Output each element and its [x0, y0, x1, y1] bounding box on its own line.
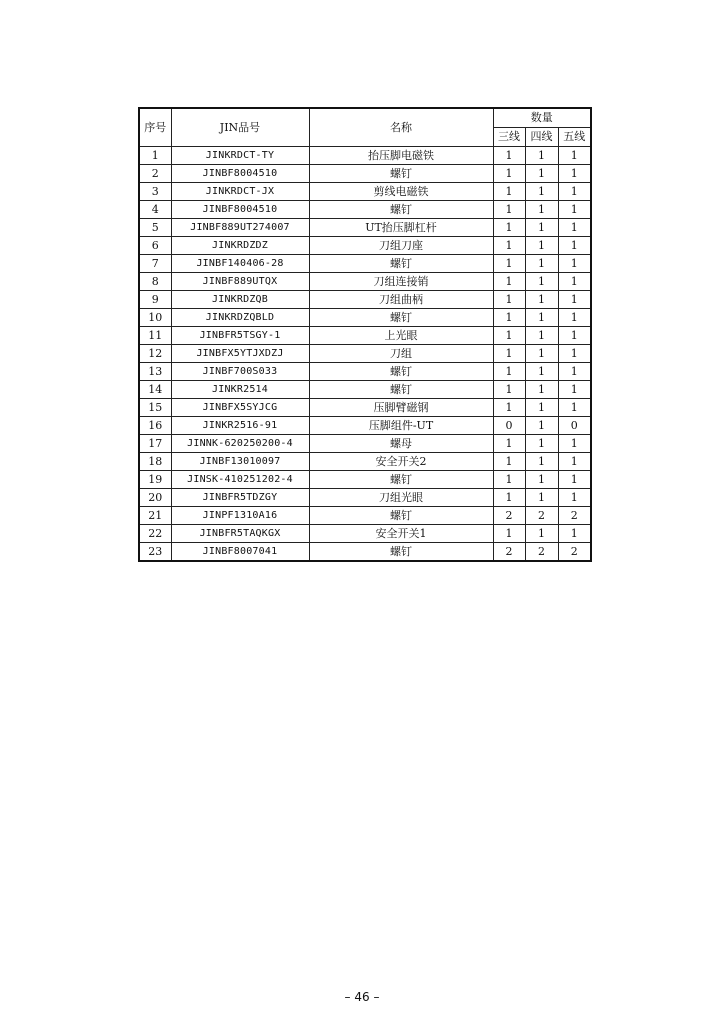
cell-line3: 1 — [493, 453, 525, 471]
cell-jin-code: JINBF889UT274007 — [171, 219, 309, 237]
cell-jin-code: JINPF1310A16 — [171, 507, 309, 525]
cell-seq: 7 — [139, 255, 171, 273]
cell-line4: 1 — [525, 183, 558, 201]
table-row — [139, 273, 591, 291]
cell-seq: 20 — [139, 489, 171, 507]
cell-seq: 17 — [139, 435, 171, 453]
cell-jin-code: JINSK-410251202-4 — [171, 471, 309, 489]
cell-line4: 1 — [525, 471, 558, 489]
cell-seq: 18 — [139, 453, 171, 471]
header-line5: 五线 — [558, 128, 591, 147]
cell-seq: 2 — [139, 165, 171, 183]
cell-line4: 1 — [525, 219, 558, 237]
cell-name: 压脚组件-UT — [309, 417, 493, 435]
cell-line3: 1 — [493, 273, 525, 291]
cell-name: 螺钉 — [309, 381, 493, 399]
cell-jin-code: JINBF700S033 — [171, 363, 309, 381]
table-row — [139, 471, 591, 489]
cell-seq: 19 — [139, 471, 171, 489]
cell-line5: 1 — [558, 489, 591, 507]
table-row — [139, 147, 591, 165]
table-row — [139, 327, 591, 345]
cell-line4: 1 — [525, 435, 558, 453]
cell-jin-code: JINNK-620250200-4 — [171, 435, 309, 453]
cell-line5: 1 — [558, 363, 591, 381]
cell-line4: 1 — [525, 327, 558, 345]
cell-line3: 1 — [493, 309, 525, 327]
cell-jin-code: JINBF889UTQX — [171, 273, 309, 291]
cell-seq: 14 — [139, 381, 171, 399]
cell-seq: 4 — [139, 201, 171, 219]
cell-line4: 1 — [525, 345, 558, 363]
cell-name: 安全开关1 — [309, 525, 493, 543]
cell-line5: 1 — [558, 183, 591, 201]
cell-jin-code: JINBFR5TDZGY — [171, 489, 309, 507]
cell-line5: 1 — [558, 471, 591, 489]
cell-seq: 3 — [139, 183, 171, 201]
table-row — [139, 417, 591, 435]
cell-name: 安全开关2 — [309, 453, 493, 471]
cell-line3: 1 — [493, 435, 525, 453]
cell-line3: 1 — [493, 147, 525, 165]
cell-line5: 1 — [558, 291, 591, 309]
cell-line4: 1 — [525, 525, 558, 543]
cell-line3: 1 — [493, 399, 525, 417]
cell-seq: 13 — [139, 363, 171, 381]
cell-line3: 1 — [493, 525, 525, 543]
cell-line5: 1 — [558, 165, 591, 183]
cell-seq: 16 — [139, 417, 171, 435]
cell-line4: 1 — [525, 291, 558, 309]
cell-jin-code: JINKRDCT-JX — [171, 183, 309, 201]
cell-line5: 1 — [558, 237, 591, 255]
table-row — [139, 309, 591, 327]
cell-name: 螺钉 — [309, 471, 493, 489]
table-row — [139, 453, 591, 471]
cell-seq: 11 — [139, 327, 171, 345]
cell-name: 剪线电磁铁 — [309, 183, 493, 201]
cell-seq: 10 — [139, 309, 171, 327]
table-row — [139, 255, 591, 273]
cell-name: 抬压脚电磁铁 — [309, 147, 493, 165]
cell-seq: 15 — [139, 399, 171, 417]
table-row — [139, 291, 591, 309]
cell-line4: 2 — [525, 507, 558, 525]
cell-jin-code: JINKRDZDZ — [171, 237, 309, 255]
cell-seq: 5 — [139, 219, 171, 237]
cell-name: 刀组曲柄 — [309, 291, 493, 309]
cell-line3: 2 — [493, 543, 525, 562]
header-row-top — [139, 108, 591, 128]
cell-jin-code: JINBF8007041 — [171, 543, 309, 562]
cell-line3: 1 — [493, 255, 525, 273]
table-body — [139, 147, 591, 562]
cell-jin-code: JINBFX5SYJCG — [171, 399, 309, 417]
cell-line3: 1 — [493, 363, 525, 381]
cell-line5: 2 — [558, 543, 591, 562]
cell-line4: 1 — [525, 363, 558, 381]
table-row — [139, 201, 591, 219]
cell-jin-code: JINBF8004510 — [171, 165, 309, 183]
cell-line5: 1 — [558, 273, 591, 291]
cell-line4: 1 — [525, 489, 558, 507]
cell-jin-code: JINKRDCT-TY — [171, 147, 309, 165]
cell-line3: 1 — [493, 165, 525, 183]
table-row — [139, 435, 591, 453]
cell-line4: 1 — [525, 309, 558, 327]
cell-line5: 1 — [558, 453, 591, 471]
table-row — [139, 489, 591, 507]
cell-jin-code: JINKRDZQBLD — [171, 309, 309, 327]
cell-line4: 1 — [525, 399, 558, 417]
cell-line4: 1 — [525, 237, 558, 255]
header-quantity: 数量 — [493, 108, 591, 128]
cell-name: 螺钉 — [309, 309, 493, 327]
cell-jin-code: JINKRDZQB — [171, 291, 309, 309]
cell-name: 螺钉 — [309, 255, 493, 273]
parts-table — [138, 107, 592, 562]
header-seq: 序号 — [139, 108, 171, 147]
cell-jin-code: JINKR2516-91 — [171, 417, 309, 435]
table-row — [139, 507, 591, 525]
cell-line5: 1 — [558, 219, 591, 237]
cell-line5: 1 — [558, 435, 591, 453]
cell-line4: 1 — [525, 381, 558, 399]
cell-seq: 1 — [139, 147, 171, 165]
cell-line5: 1 — [558, 201, 591, 219]
cell-line4: 1 — [525, 453, 558, 471]
table-row — [139, 543, 591, 562]
cell-line5: 1 — [558, 327, 591, 345]
cell-seq: 23 — [139, 543, 171, 562]
cell-name: 刀组光眼 — [309, 489, 493, 507]
cell-line4: 1 — [525, 147, 558, 165]
header-jin-code: JIN品号 — [171, 108, 309, 147]
table-row — [139, 219, 591, 237]
cell-name: 压脚臂磁钢 — [309, 399, 493, 417]
cell-seq: 21 — [139, 507, 171, 525]
cell-name: 上光眼 — [309, 327, 493, 345]
cell-line5: 1 — [558, 381, 591, 399]
cell-line3: 1 — [493, 237, 525, 255]
cell-seq: 22 — [139, 525, 171, 543]
cell-line3: 1 — [493, 327, 525, 345]
header-name: 名称 — [309, 108, 493, 147]
cell-name: 刀组 — [309, 345, 493, 363]
table-row — [139, 525, 591, 543]
cell-name: 螺钉 — [309, 363, 493, 381]
cell-line3: 1 — [493, 183, 525, 201]
cell-jin-code: JINBFR5TSGY-1 — [171, 327, 309, 345]
cell-jin-code: JINKR2514 — [171, 381, 309, 399]
cell-seq: 6 — [139, 237, 171, 255]
table-row — [139, 183, 591, 201]
cell-name: 螺钉 — [309, 165, 493, 183]
cell-line3: 1 — [493, 381, 525, 399]
cell-line3: 1 — [493, 219, 525, 237]
table-row — [139, 399, 591, 417]
cell-line3: 1 — [493, 345, 525, 363]
cell-line4: 1 — [525, 417, 558, 435]
cell-line3: 1 — [493, 489, 525, 507]
cell-line5: 1 — [558, 399, 591, 417]
cell-line4: 1 — [525, 255, 558, 273]
header-line4: 四线 — [525, 128, 558, 147]
table-row — [139, 237, 591, 255]
cell-jin-code: JINBFR5TAQKGX — [171, 525, 309, 543]
cell-line5: 1 — [558, 345, 591, 363]
cell-jin-code: JINBF8004510 — [171, 201, 309, 219]
cell-line3: 0 — [493, 417, 525, 435]
cell-line5: 1 — [558, 309, 591, 327]
page-number: – 46 – — [344, 990, 380, 1004]
cell-name: 刀组刀座 — [309, 237, 493, 255]
cell-line3: 1 — [493, 291, 525, 309]
table-row — [139, 345, 591, 363]
cell-jin-code: JINBFX5YTJXDZJ — [171, 345, 309, 363]
cell-name: UT抬压脚杠杆 — [309, 219, 493, 237]
cell-name: 螺钉 — [309, 543, 493, 562]
cell-line4: 1 — [525, 201, 558, 219]
table-row — [139, 381, 591, 399]
cell-jin-code: JINBF13010097 — [171, 453, 309, 471]
cell-seq: 12 — [139, 345, 171, 363]
cell-name: 螺钉 — [309, 507, 493, 525]
cell-seq: 8 — [139, 273, 171, 291]
table-row — [139, 165, 591, 183]
cell-jin-code: JINBF140406-28 — [171, 255, 309, 273]
cell-seq: 9 — [139, 291, 171, 309]
cell-line5: 1 — [558, 255, 591, 273]
cell-line4: 1 — [525, 273, 558, 291]
cell-line4: 1 — [525, 165, 558, 183]
cell-line5: 1 — [558, 525, 591, 543]
table-row — [139, 363, 591, 381]
cell-line3: 1 — [493, 201, 525, 219]
cell-line3: 2 — [493, 507, 525, 525]
cell-line3: 1 — [493, 471, 525, 489]
cell-name: 螺钉 — [309, 201, 493, 219]
cell-name: 螺母 — [309, 435, 493, 453]
cell-line4: 2 — [525, 543, 558, 562]
cell-line5: 0 — [558, 417, 591, 435]
table-header — [139, 108, 591, 147]
cell-name: 刀组连接销 — [309, 273, 493, 291]
header-line3: 三线 — [493, 128, 525, 147]
cell-line5: 2 — [558, 507, 591, 525]
cell-line5: 1 — [558, 147, 591, 165]
